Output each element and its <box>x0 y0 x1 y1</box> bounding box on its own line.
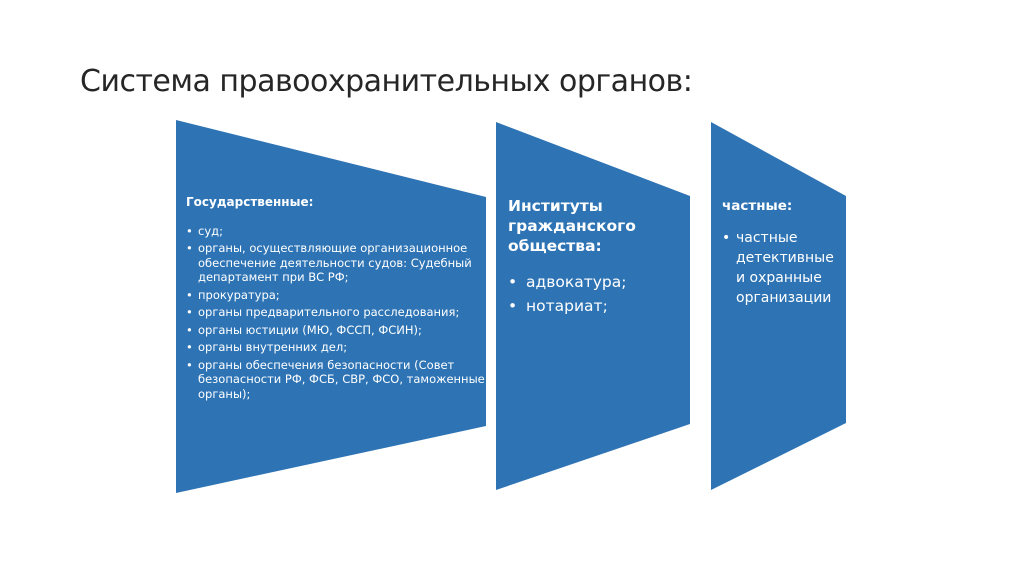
panel-state-bodies <box>186 195 486 404</box>
panel-civil-society <box>508 196 683 320</box>
panel-heading: Государственные: <box>186 195 314 209</box>
list-item: • органы, осуществляющие организационное обеспечение деятельности судов: Судебный департамент при ВС РФ; <box>186 241 486 285</box>
panel-heading: Институты гражданского общества: <box>508 197 636 255</box>
panel-private <box>722 196 847 308</box>
panel-heading: частные: <box>722 198 793 214</box>
list-item: • адвокатура; <box>508 272 683 292</box>
panel-list <box>186 224 486 402</box>
list-item: • органы внутренних дел; <box>186 340 486 355</box>
list-item: • органы обеспечения безопасности (Совет безопасности РФ, ФСБ, СВР, ФСО, таможенные органы); <box>186 358 486 402</box>
panel-list <box>508 272 683 316</box>
list-item: • суд; <box>186 224 486 239</box>
list-item: • частные детективные и охранные организации <box>722 228 847 308</box>
list-item: • прокуратура; <box>186 288 486 303</box>
list-item: • органы юстиции (МЮ, ФССП, ФСИН); <box>186 323 486 338</box>
list-item: • органы предварительного расследования; <box>186 305 486 320</box>
list-item: • нотариат; <box>508 296 683 316</box>
panel-list <box>722 228 847 308</box>
slide-title: Система правоохранительных органов: <box>80 64 693 99</box>
